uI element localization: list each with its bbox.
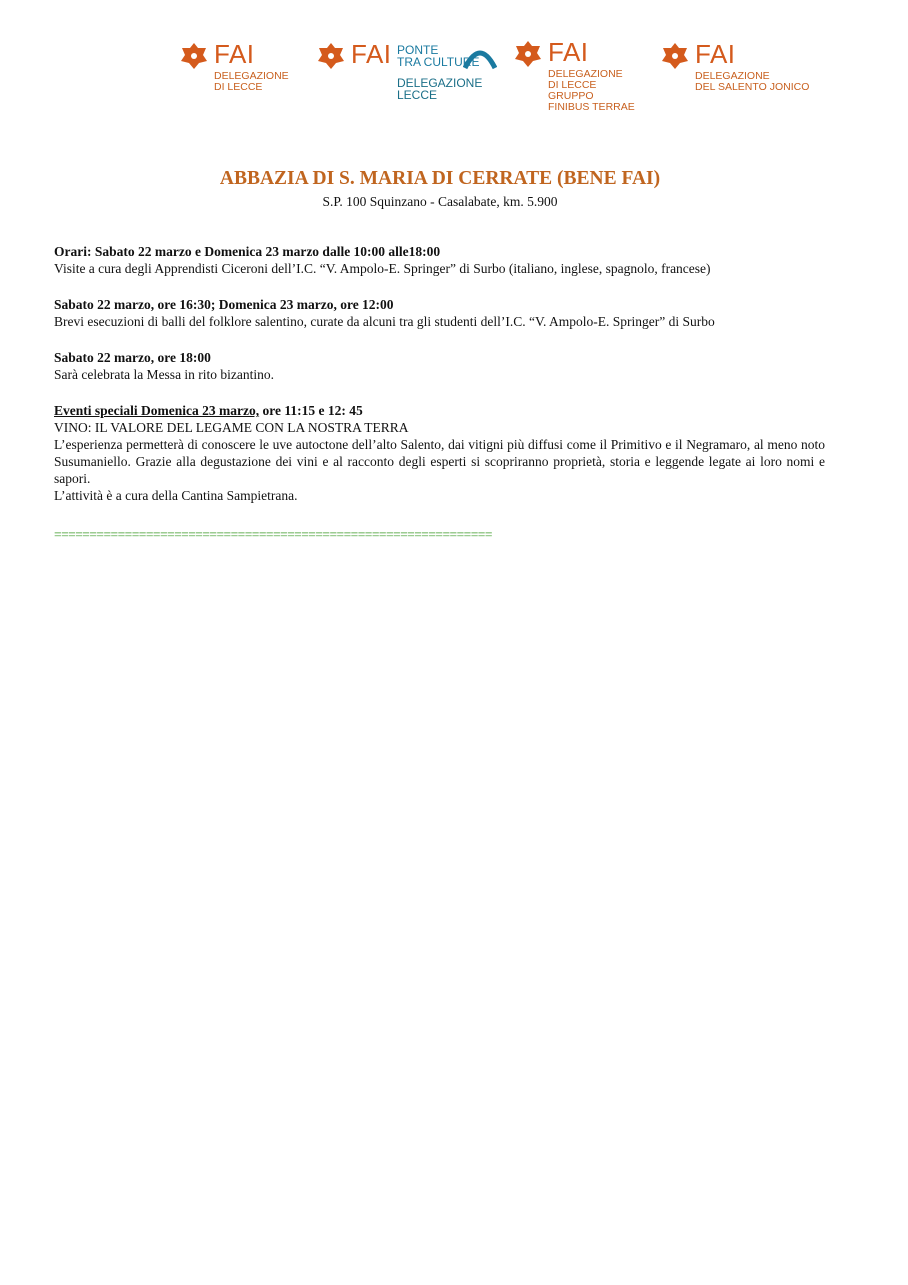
fai-brand: FAI bbox=[214, 39, 255, 69]
page-title: ABBAZIA DI S. MARIA DI CERRATE (BENE FAI) bbox=[219, 168, 661, 189]
schedule-heading: Sabato 22 marzo, ore 16:30; Domenica 23 marzo, ore 12:00 bbox=[54, 297, 394, 312]
fai-brand: FAI bbox=[695, 39, 736, 69]
event-note: L’attività è a cura della Cantina Sampietrana. bbox=[54, 488, 298, 503]
fai-logo-salento-jonico bbox=[661, 40, 809, 93]
event-description: L’esperienza permetterà di conoscere le uve autoctone dell’alto Salento, dai vitigni più diffusi come il Primitivo e il Negramaro, al meno noto Susumaniello. Grazie alla degustazione dei vini e al racconto degli esperti si scopriranno proprietà, storia e leggende legate ai loro nomi e sapori. bbox=[54, 437, 825, 486]
event-title: VINO: IL VALORE DEL LEGAME CON LA NOSTRA TERRA bbox=[54, 420, 409, 435]
schedule-heading: Orari: Sabato 22 marzo e Domenica 23 marzo dalle 10:00 alle18:00 bbox=[54, 244, 441, 259]
fai-logo-lecce bbox=[180, 40, 289, 93]
address-subtitle: S.P. 100 Squinzano - Casalabate, km. 5.900 bbox=[322, 194, 558, 209]
schedule-text: Brevi esecuzioni di balli del folklore salentino, curate da alcuni tra gli studenti dell’I.C. “V. Ampolo-E. Springer” di Surbo bbox=[54, 314, 715, 329]
event-program bbox=[54, 243, 825, 523]
fai-brand: FAI bbox=[548, 37, 589, 67]
logo-subtitle: DELEGAZIONE DI LECCE bbox=[214, 70, 289, 93]
schedule-block bbox=[54, 349, 825, 383]
fai-logo-icon bbox=[180, 42, 208, 70]
fai-logo-finibus-terrae bbox=[514, 38, 635, 113]
logo-subtitle: DELEGAZIONE DEL SALENTO JONICO bbox=[695, 70, 810, 93]
fai-brand: FAI bbox=[351, 39, 392, 69]
schedule-text: Sarà celebrata la Messa in rito bizantino. bbox=[54, 367, 275, 382]
fai-logo-icon bbox=[317, 42, 345, 70]
special-events-block bbox=[54, 402, 825, 504]
fai-logo-icon bbox=[661, 42, 689, 70]
schedule-text: Visite a cura degli Apprendisti Ciceroni dell’I.C. “V. Ampolo-E. Springer” di Surbo (italiano, inglese, spagnolo, francese) bbox=[54, 261, 711, 276]
schedule-block bbox=[54, 243, 825, 277]
schedule-heading: Sabato 22 marzo, ore 18:00 bbox=[54, 350, 211, 365]
bridge-arc-icon bbox=[463, 44, 497, 70]
logo-subtitle: DELEGAZIONE DI LECCE GRUPPO FINIBUS TERRAE bbox=[548, 68, 635, 113]
ponte-tra-culture-label: PONTE TRA CULTURE bbox=[397, 43, 480, 69]
fai-logo-icon bbox=[514, 40, 542, 68]
logo-subtitle: DELEGAZIONE LECCE bbox=[397, 76, 483, 102]
separator-line: ============================================================== bbox=[54, 527, 492, 542]
special-events-heading: Eventi speciali Domenica 23 marzo, ore 11:15 e 12: 45 bbox=[54, 403, 363, 418]
fai-logo-ponte-tra-culture bbox=[317, 40, 497, 100]
schedule-block bbox=[54, 296, 825, 330]
